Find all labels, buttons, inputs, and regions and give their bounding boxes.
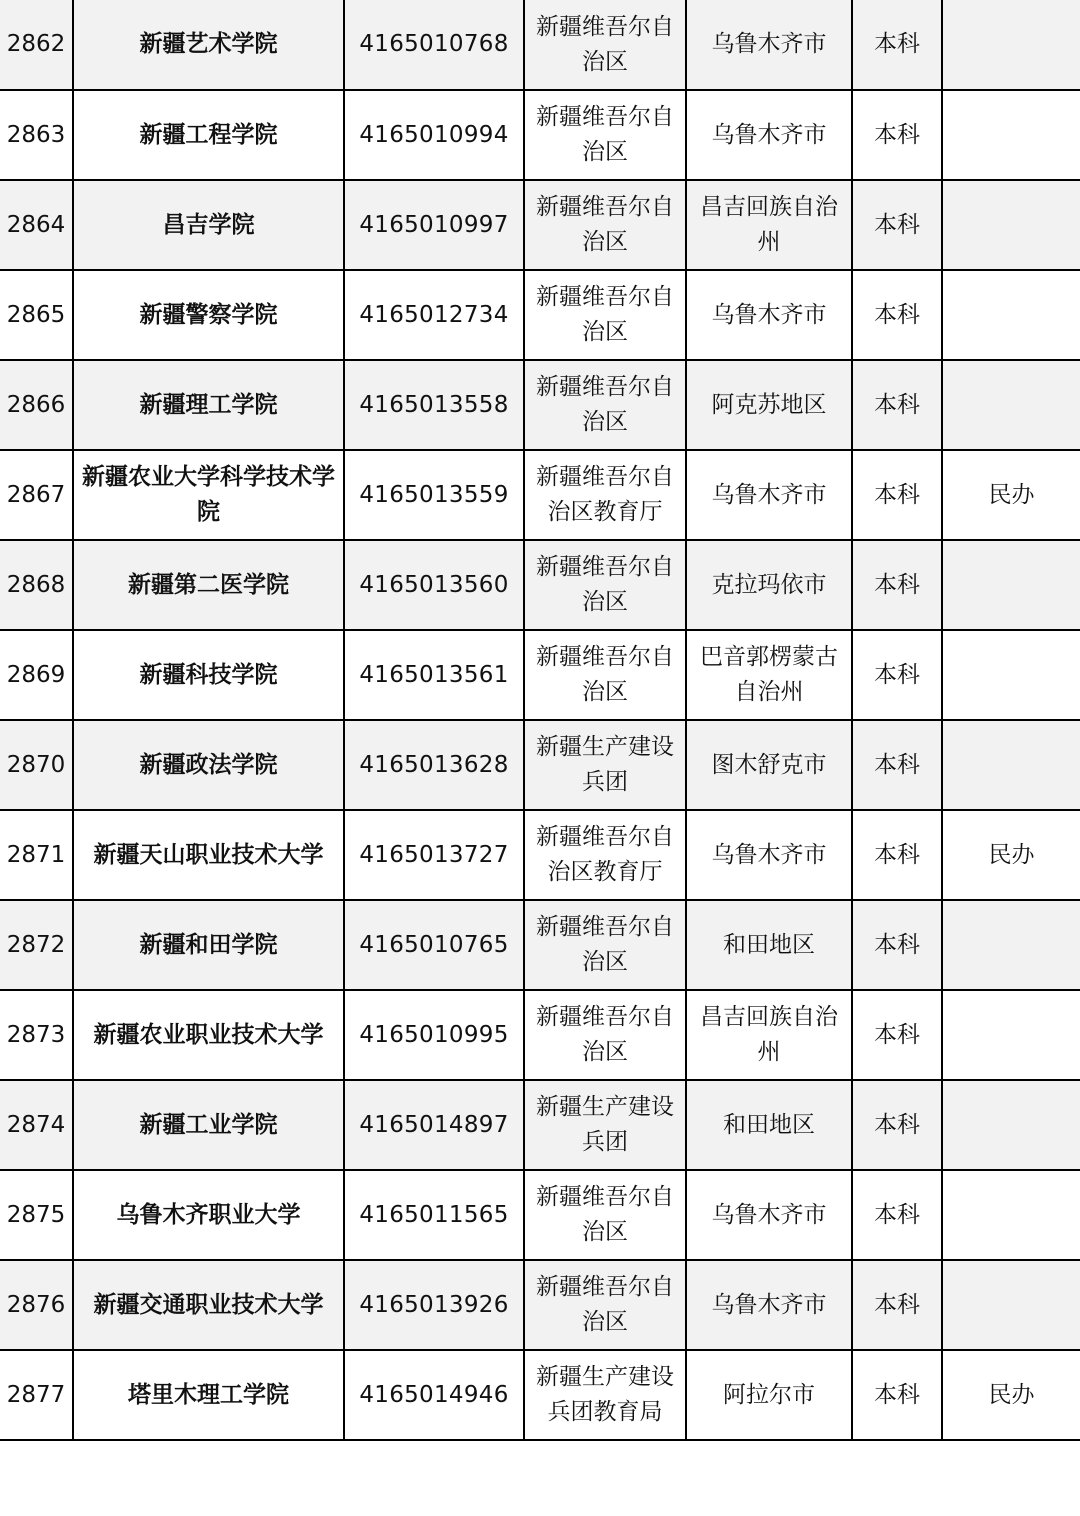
location-cell: 和田地区 — [686, 900, 852, 990]
location-cell: 乌鲁木齐市 — [686, 0, 852, 90]
supervising-department-cell: 新疆维吾尔自治区 — [524, 0, 686, 90]
row-index-cell: 2875 — [0, 1170, 73, 1260]
institution-code-cell: 4165013727 — [344, 810, 524, 900]
remark-cell — [942, 990, 1080, 1080]
institution-code-cell: 4165013558 — [344, 360, 524, 450]
remark-cell — [942, 720, 1080, 810]
supervising-department-cell: 新疆生产建设兵团 — [524, 720, 686, 810]
education-level-cell: 本科 — [852, 990, 942, 1080]
university-name-cell: 新疆第二医学院 — [73, 540, 344, 630]
university-name-cell: 新疆科技学院 — [73, 630, 344, 720]
remark-cell — [942, 180, 1080, 270]
table-row — [0, 1080, 1080, 1170]
row-index-cell: 2871 — [0, 810, 73, 900]
institution-code-cell: 4165014946 — [344, 1350, 524, 1440]
table-row — [0, 270, 1080, 360]
institution-code-cell: 4165014897 — [344, 1080, 524, 1170]
location-cell: 乌鲁木齐市 — [686, 1170, 852, 1260]
education-level-cell: 本科 — [852, 1260, 942, 1350]
education-level-cell: 本科 — [852, 900, 942, 990]
education-level-cell: 本科 — [852, 630, 942, 720]
education-level-cell: 本科 — [852, 1080, 942, 1170]
table-row — [0, 810, 1080, 900]
table-row — [0, 720, 1080, 810]
university-name-cell: 新疆工业学院 — [73, 1080, 344, 1170]
supervising-department-cell: 新疆维吾尔自治区 — [524, 270, 686, 360]
table-row — [0, 900, 1080, 990]
table-row — [0, 0, 1080, 90]
remark-cell — [942, 900, 1080, 990]
university-name-cell: 塔里木理工学院 — [73, 1350, 344, 1440]
university-name-cell: 新疆理工学院 — [73, 360, 344, 450]
institution-code-cell: 4165013559 — [344, 450, 524, 540]
supervising-department-cell: 新疆维吾尔自治区 — [524, 540, 686, 630]
location-cell: 乌鲁木齐市 — [686, 450, 852, 540]
institution-code-cell: 4165010997 — [344, 180, 524, 270]
location-cell: 巴音郭楞蒙古自治州 — [686, 630, 852, 720]
remark-cell — [942, 90, 1080, 180]
remark-cell — [942, 540, 1080, 630]
remark-cell: 民办 — [942, 810, 1080, 900]
supervising-department-cell: 新疆生产建设兵团 — [524, 1080, 686, 1170]
education-level-cell: 本科 — [852, 1170, 942, 1260]
supervising-department-cell: 新疆维吾尔自治区 — [524, 1260, 686, 1350]
row-index-cell: 2862 — [0, 0, 73, 90]
education-level-cell: 本科 — [852, 360, 942, 450]
row-index-cell: 2873 — [0, 990, 73, 1080]
supervising-department-cell: 新疆维吾尔自治区 — [524, 990, 686, 1080]
institution-code-cell: 4165013926 — [344, 1260, 524, 1350]
row-index-cell: 2866 — [0, 360, 73, 450]
row-index-cell: 2869 — [0, 630, 73, 720]
table-row — [0, 1260, 1080, 1350]
supervising-department-cell: 新疆维吾尔自治区 — [524, 90, 686, 180]
remark-cell — [942, 270, 1080, 360]
row-index-cell: 2876 — [0, 1260, 73, 1350]
row-index-cell: 2868 — [0, 540, 73, 630]
location-cell: 图木舒克市 — [686, 720, 852, 810]
row-index-cell: 2865 — [0, 270, 73, 360]
row-index-cell: 2864 — [0, 180, 73, 270]
location-cell: 克拉玛依市 — [686, 540, 852, 630]
university-name-cell: 新疆农业大学科学技术学院 — [73, 450, 344, 540]
university-name-cell: 昌吉学院 — [73, 180, 344, 270]
institution-code-cell: 4165012734 — [344, 270, 524, 360]
location-cell: 昌吉回族自治州 — [686, 180, 852, 270]
university-name-cell: 新疆交通职业技术大学 — [73, 1260, 344, 1350]
supervising-department-cell: 新疆维吾尔自治区教育厅 — [524, 810, 686, 900]
university-name-cell: 新疆艺术学院 — [73, 0, 344, 90]
education-level-cell: 本科 — [852, 0, 942, 90]
institution-code-cell: 4165011565 — [344, 1170, 524, 1260]
location-cell: 阿克苏地区 — [686, 360, 852, 450]
row-index-cell: 2870 — [0, 720, 73, 810]
table-row — [0, 630, 1080, 720]
institution-code-cell: 4165013628 — [344, 720, 524, 810]
location-cell: 昌吉回族自治州 — [686, 990, 852, 1080]
location-cell: 阿拉尔市 — [686, 1350, 852, 1440]
education-level-cell: 本科 — [852, 450, 942, 540]
remark-cell — [942, 1170, 1080, 1260]
row-index-cell: 2874 — [0, 1080, 73, 1170]
remark-cell: 民办 — [942, 450, 1080, 540]
supervising-department-cell: 新疆维吾尔自治区 — [524, 900, 686, 990]
remark-cell — [942, 1260, 1080, 1350]
education-level-cell: 本科 — [852, 1350, 942, 1440]
remark-cell — [942, 360, 1080, 450]
institution-code-cell: 4165010765 — [344, 900, 524, 990]
location-cell: 乌鲁木齐市 — [686, 90, 852, 180]
institution-code-cell: 4165013560 — [344, 540, 524, 630]
location-cell: 乌鲁木齐市 — [686, 810, 852, 900]
remark-cell: 民办 — [942, 1350, 1080, 1440]
university-name-cell: 乌鲁木齐职业大学 — [73, 1170, 344, 1260]
table-row — [0, 540, 1080, 630]
education-level-cell: 本科 — [852, 180, 942, 270]
table-row — [0, 990, 1080, 1080]
supervising-department-cell: 新疆生产建设兵团教育局 — [524, 1350, 686, 1440]
university-name-cell: 新疆天山职业技术大学 — [73, 810, 344, 900]
institution-code-cell: 4165010768 — [344, 0, 524, 90]
university-name-cell: 新疆农业职业技术大学 — [73, 990, 344, 1080]
table-row — [0, 1350, 1080, 1440]
table-row — [0, 1170, 1080, 1260]
university-name-cell: 新疆工程学院 — [73, 90, 344, 180]
supervising-department-cell: 新疆维吾尔自治区 — [524, 360, 686, 450]
table-row — [0, 90, 1080, 180]
education-level-cell: 本科 — [852, 90, 942, 180]
supervising-department-cell: 新疆维吾尔自治区 — [524, 1170, 686, 1260]
education-level-cell: 本科 — [852, 270, 942, 360]
location-cell: 乌鲁木齐市 — [686, 1260, 852, 1350]
remark-cell — [942, 0, 1080, 90]
remark-cell — [942, 630, 1080, 720]
education-level-cell: 本科 — [852, 810, 942, 900]
row-index-cell: 2877 — [0, 1350, 73, 1440]
table-row — [0, 450, 1080, 540]
row-index-cell: 2867 — [0, 450, 73, 540]
institution-code-cell: 4165013561 — [344, 630, 524, 720]
row-index-cell: 2863 — [0, 90, 73, 180]
education-level-cell: 本科 — [852, 720, 942, 810]
location-cell: 乌鲁木齐市 — [686, 270, 852, 360]
table-row — [0, 180, 1080, 270]
university-name-cell: 新疆政法学院 — [73, 720, 344, 810]
institution-code-cell: 4165010995 — [344, 990, 524, 1080]
row-index-cell: 2872 — [0, 900, 73, 990]
remark-cell — [942, 1080, 1080, 1170]
supervising-department-cell: 新疆维吾尔自治区 — [524, 180, 686, 270]
education-level-cell: 本科 — [852, 540, 942, 630]
supervising-department-cell: 新疆维吾尔自治区教育厅 — [524, 450, 686, 540]
university-name-cell: 新疆警察学院 — [73, 270, 344, 360]
university-name-cell: 新疆和田学院 — [73, 900, 344, 990]
table-row — [0, 360, 1080, 450]
supervising-department-cell: 新疆维吾尔自治区 — [524, 630, 686, 720]
institution-code-cell: 4165010994 — [344, 90, 524, 180]
location-cell: 和田地区 — [686, 1080, 852, 1170]
